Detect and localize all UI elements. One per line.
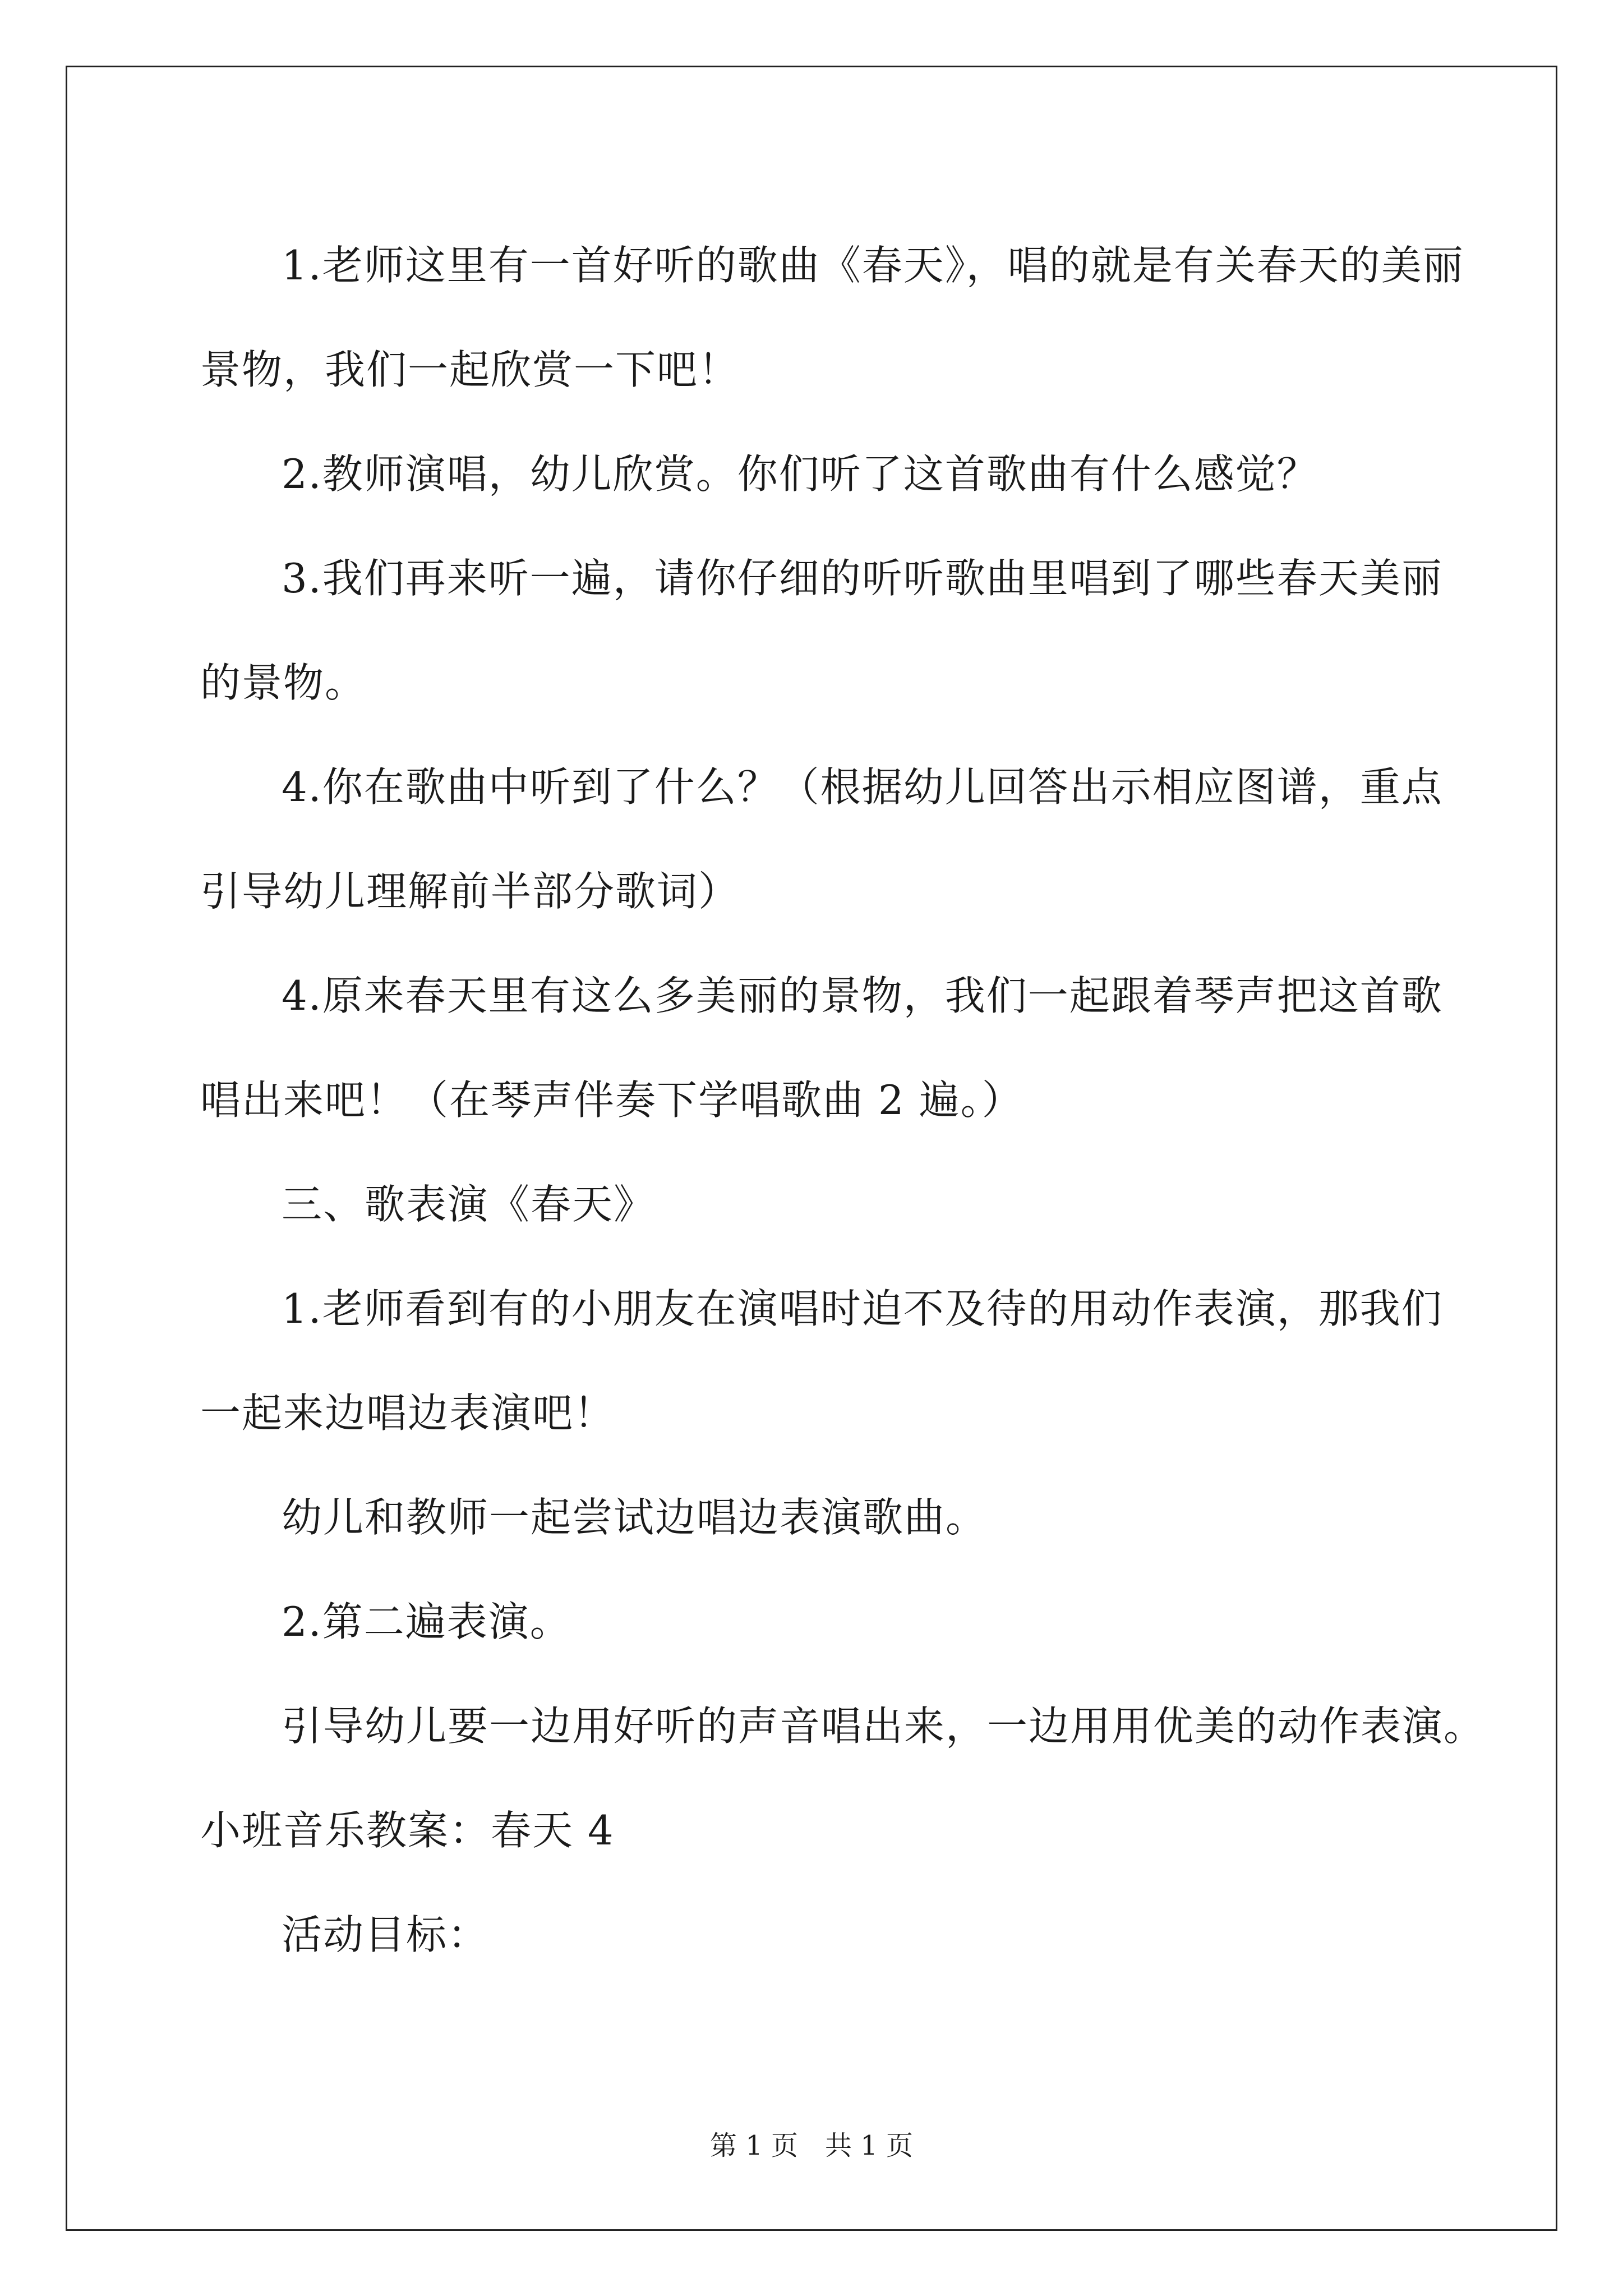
paragraph-line: 1.老师这里有一首好听的歌曲《春天》，唱的就是有关春天的美丽 xyxy=(282,242,1464,289)
paragraph-line: 1.老师看到有的小朋友在演唱时迫不及待的用动作表演，那我们 xyxy=(282,1285,1443,1332)
paragraph-line: 2.教师演唱，幼儿欣赏。你们听了这首歌曲有什么感觉？ xyxy=(282,450,1318,498)
page-number-label: 第 1 页 共 1 页 xyxy=(709,2130,914,2161)
paragraph-line: 引导幼儿要一边用好听的声音唱出来，一边用用优美的动作表演。 xyxy=(282,1703,1486,1750)
paragraph-line: 的景物。 xyxy=(200,659,367,706)
document-body xyxy=(200,213,1486,1987)
section-heading: 活动目标： xyxy=(282,1911,490,1958)
paragraph-line: 引导幼儿理解前半部分歌词） xyxy=(200,868,740,915)
page-footer xyxy=(0,2129,1623,2162)
paragraph-line: 3.我们再来听一遍，请你仔细的听听歌曲里唱到了哪些春天美丽 xyxy=(282,555,1443,602)
paragraph-line: 4.你在歌曲中听到了什么？（根据幼儿回答出示相应图谱，重点 xyxy=(282,763,1443,811)
paragraph-line: 景物，我们一起欣赏一下吧！ xyxy=(200,346,740,393)
paragraph-line: 幼儿和教师一起尝试边唱边表演歌曲。 xyxy=(282,1494,988,1541)
paragraph-line: 唱出来吧！（在琴声伴奏下学唱歌曲 2 遍。） xyxy=(200,1076,1023,1124)
section-heading: 三、歌表演《春天》 xyxy=(282,1181,656,1228)
paragraph-line: 4.原来春天里有这么多美丽的景物，我们一起跟着琴声把这首歌 xyxy=(282,972,1443,1019)
paragraph-line: 2.第二遍表演。 xyxy=(282,1598,571,1645)
paragraph-line: 一起来边唱边表演吧！ xyxy=(200,1389,616,1437)
document-title: 小班音乐教案：春天 4 xyxy=(200,1807,615,1854)
